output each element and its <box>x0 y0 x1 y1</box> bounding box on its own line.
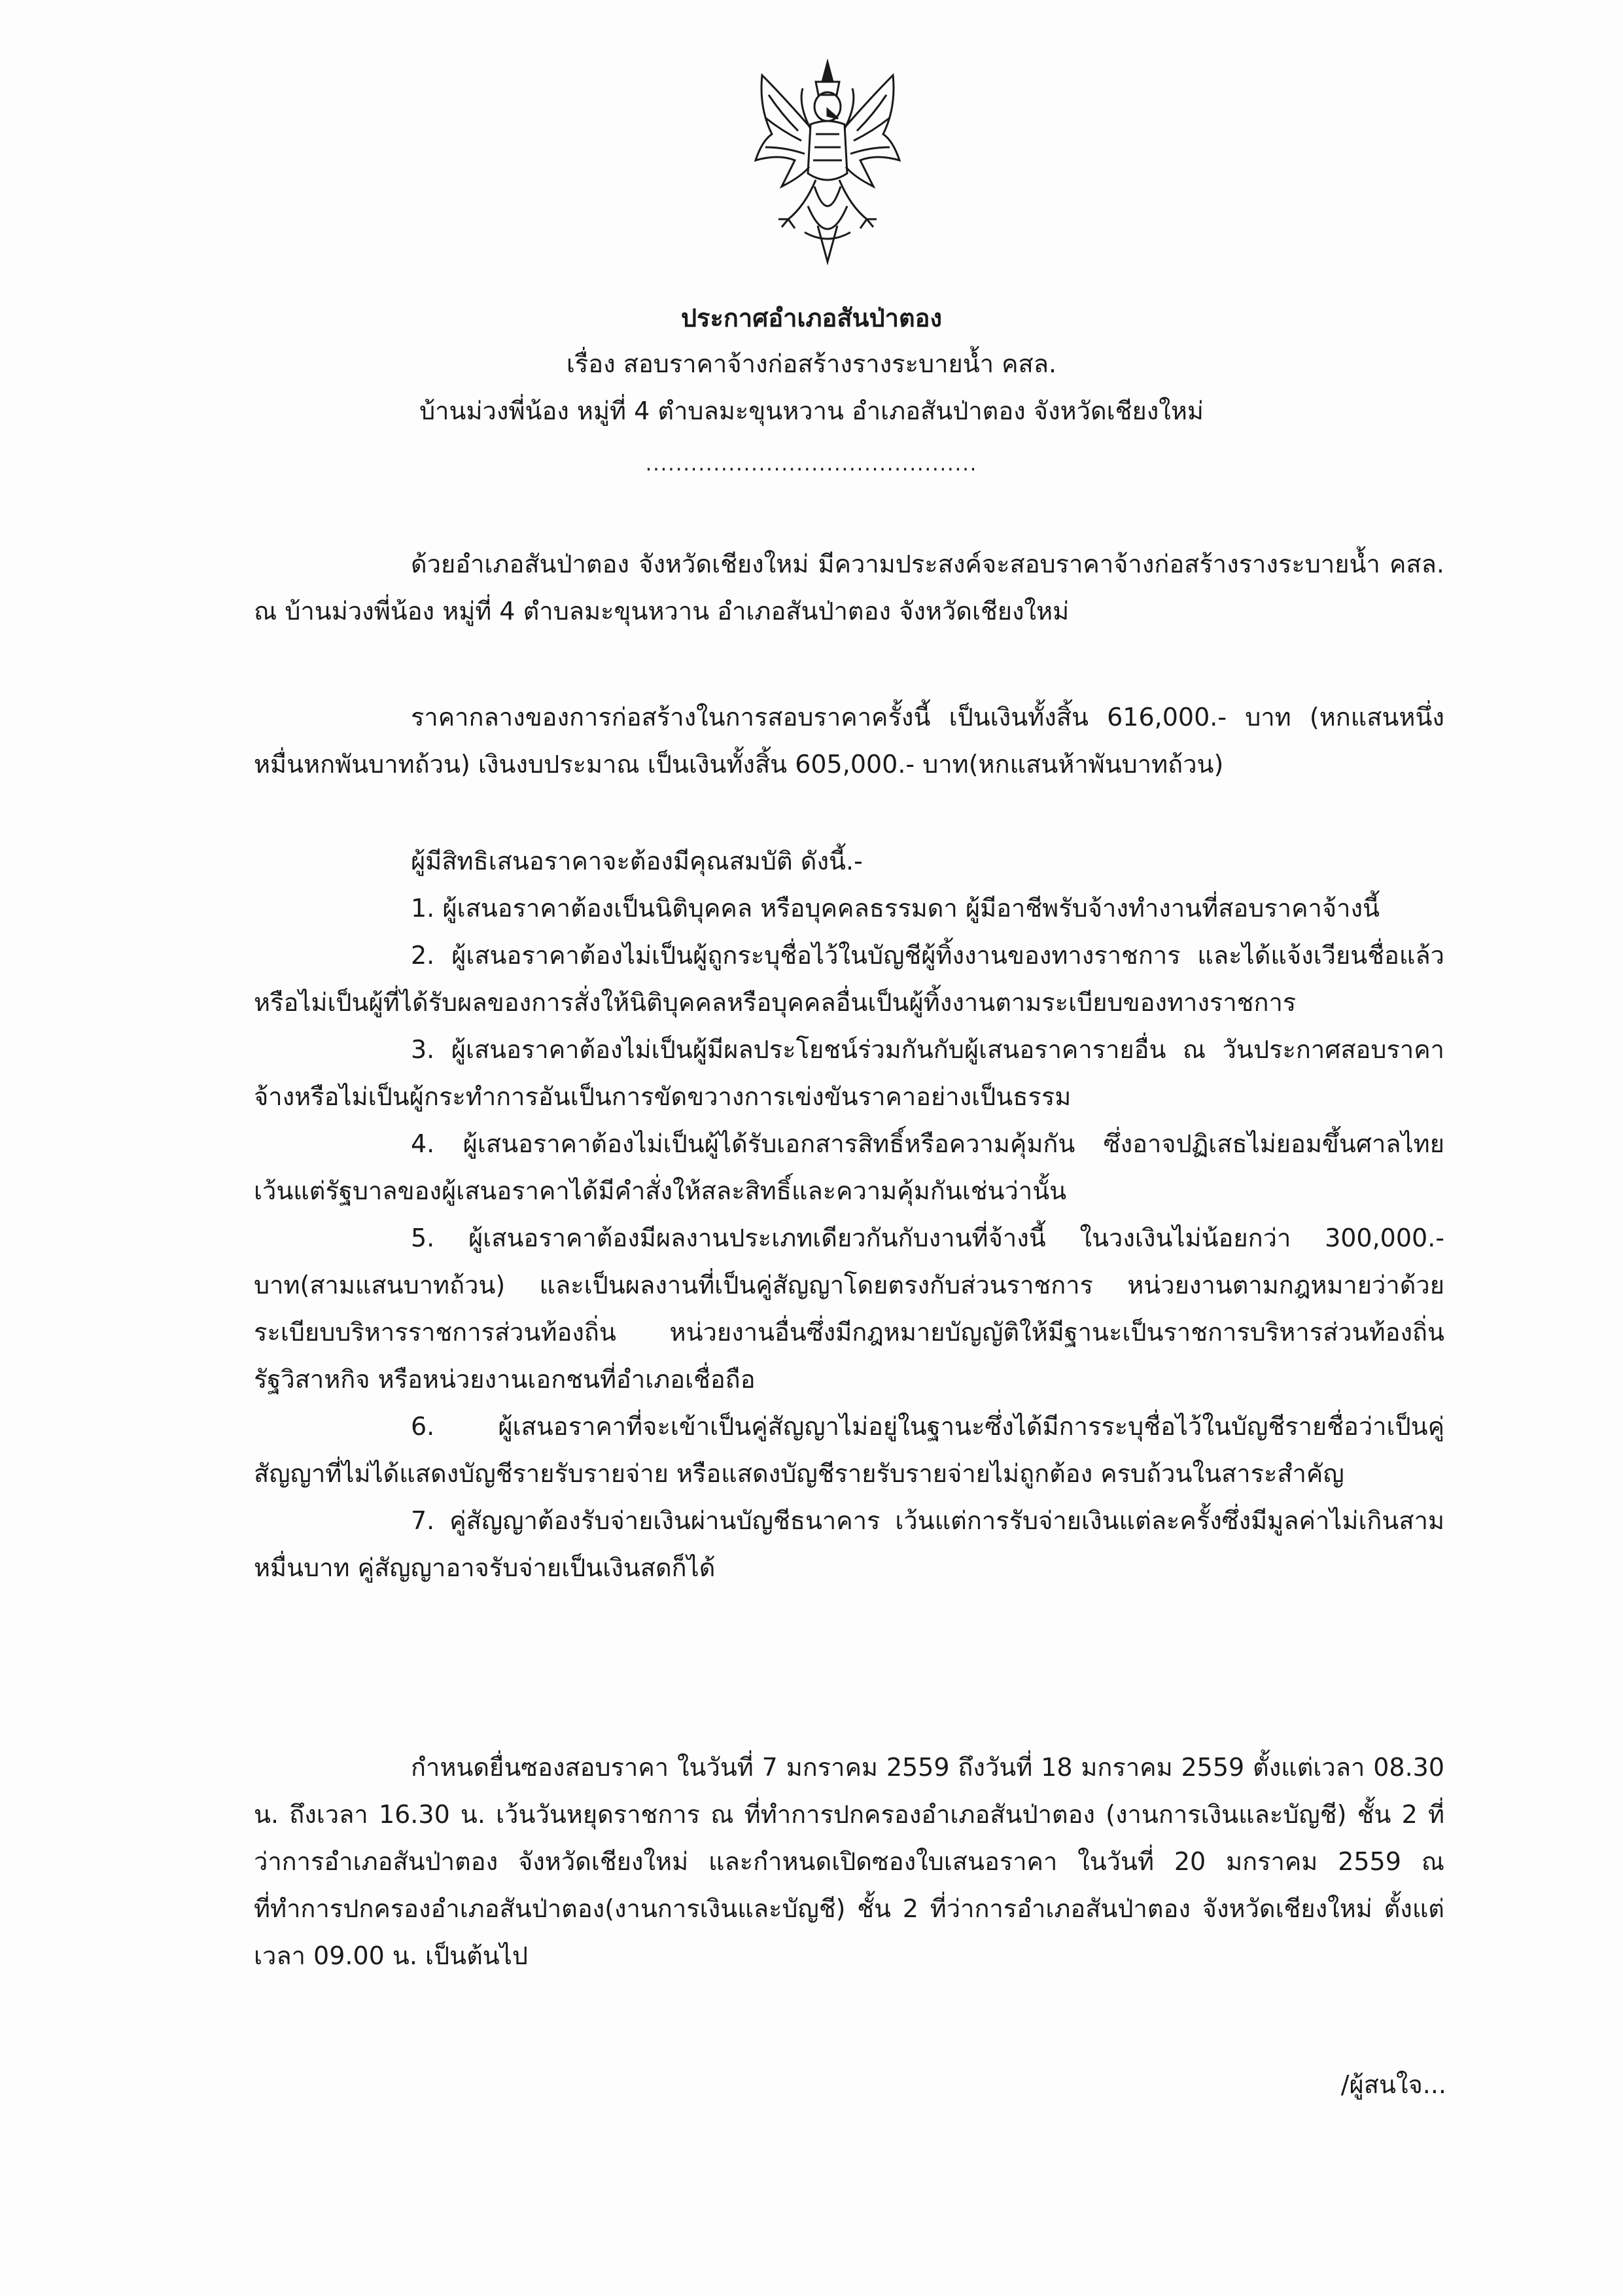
intro-paragraph: ด้วยอำเภอสันป่าตอง จังหวัดเชียงใหม่ มีความประสงค์จะสอบราคาจ้างก่อสร้างรางระบายน้ำ คสล. ณ บ้านม่วงพี่น้อง หมู่ที่ 4 ตำบลมะขุนหวาน อำเภอสันป่าตอง จังหวัดเชียงใหม่ <box>254 550 1444 626</box>
qualification-item: 3. ผู้เสนอราคาต้องไม่เป็นผู้มีผลประโยชน์ร่วมกันกับผู้เสนอราคารายอื่น ณ วันประกาศสอบราคาจ้างหรือไม่เป็นผู้กระทำการอันเป็นการขัดขวางการเข่งขันราคาอย่างเป็นธรรม <box>254 1035 1444 1111</box>
qualification-item: 6. ผู้เสนอราคาที่จะเข้าเป็นคู่สัญญาไม่อยู่ในฐานะซึ่งได้มีการระบุชื่อไว้ในบัญชีรายชื่อว่าเป็นคู่สัญญาที่ไม่ได้แสดงบัญชีรายรับรายจ่าย หรือแสดงบัญชีรายรับรายจ่ายไม่ถูกต้อง ครบถ้วนในสาระสำคัญ <box>254 1412 1444 1488</box>
qualification-item: 2. ผู้เสนอราคาต้องไม่เป็นผู้ถูกระบุชื่อไว้ในบัญชีผู้ทิ้งงานของทางราชการ และได้แจ้งเวียนชื่อแล้วหรือไม่เป็นผู้ที่ได้รับผลของการสั่งให้นิติบุคคลหรือบุคคลอื่นเป็นผู้ทิ้งงานตามระเบียบของทางราชการ <box>254 941 1444 1017</box>
qualifications-intro: ผู้มีสิทธิเสนอราคาจะต้องมีคุณสมบัติ ดังนี้.- <box>411 847 863 875</box>
qualification-item: 1. ผู้เสนอราคาต้องเป็นนิติบุคคล หรือบุคคลธรรมดา ผู้มีอาชีพรับจ้างทำงานที่สอบราคาจ้างนี้ <box>411 894 1380 923</box>
header-separator: ............................................ <box>645 453 978 476</box>
garuda-emblem-icon <box>742 56 913 272</box>
qualification-item: 5. ผู้เสนอราคาต้องมีผลงานประเภทเดียวกันกับงานที่จ้างนี้ ในวงเงินไม่น้อยกว่า 300,000.- บาท(สามแสนบาทถ้วน) และเป็นผลงานที่เป็นคู่สัญญาโดยตรงกับส่วนราชการ หน่วยงานตามกฎหมายว่าด้วยระเบียบบริหารราชการส่วนท้องถิ่น หน่วยงานอื่นซึ่งมีกฎหมายบัญญัติให้มีฐานะเป็นราชการบริหารส่วนท้องถิ่น รัฐวิสาหกิจ หรือหน่วยงานเอกชนที่อำเภอเชื่อถือ <box>254 1224 1444 1394</box>
document-subject: เรื่อง สอบราคาจ้างก่อสร้างรางระบายน้ำ คสล. <box>566 349 1057 378</box>
schedule-paragraph: กำหนดยื่นซองสอบราคา ในวันที่ 7 มกราคม 2559 ถึงวันที่ 18 มกราคม 2559 ตั้งแต่เวลา 08.30 น. ถึงเวลา 16.30 น. เว้นวันหยุดราชการ ณ ที่ทำการปกครองอำเภอสันป่าตอง (งานการเงินและบัญชี) ชั้น 2 ที่ว่าการอำเภอสันป่าตอง จังหวัดเชียงใหม่ และกำหนดเปิดซองใบเสนอราคา ในวันที่ 20 มกราคม 2559 ณ ที่ทำการปกครองอำเภอสันป่าตอง(งานการเงินและบัญชี) ชั้น 2 ที่ว่าการอำเภอสันป่าตอง จังหวัดเชียงใหม่ ตั้งแต่เวลา 09.00 น. เป็นต้นไป <box>254 1753 1444 1970</box>
continue-note: /ผู้สนใจ... <box>1340 2070 1446 2099</box>
price-paragraph: ราคากลางของการก่อสร้างในการสอบราคาครั้งนี้ เป็นเงินทั้งสิ้น 616,000.- บาท (หกแสนหนึ่งหมื่นหกพันบาทถ้วน) เงินงบประมาณ เป็นเงินทั้งสิ้น 605,000.- บาท(หกแสนห้าพันบาทถ้วน) <box>254 703 1444 779</box>
document-location: บ้านม่วงพี่น้อง หมู่ที่ 4 ตำบลมะขุนหวาน อำเภอสันป่าตอง จังหวัดเชียงใหม่ <box>419 397 1204 425</box>
document-title: ประกาศอำเภอสันป่าตอง <box>680 304 943 332</box>
qualifications-section <box>254 838 1444 1591</box>
qualification-item: 7. คู่สัญญาต้องรับจ่ายเงินผ่านบัญชีธนาคาร เว้นแต่การรับจ่ายเงินแต่ละครั้งซึ่งมีมูลค่าไม่เกินสามหมื่นบาท คู่สัญญาอาจรับจ่ายเป็นเงินสดก็ได้ <box>254 1506 1444 1582</box>
qualification-item: 4. ผู้เสนอราคาต้องไม่เป็นผู้ได้รับเอกสารสิทธิ์หรือความคุ้มกัน ซึ่งอาจปฏิเสธไม่ยอมขึ้นศาลไทย เว้นแต่รัฐบาลของผู้เสนอราคาได้มีคำสั่งให้สละสิทธิ์และความคุ้มกันเช่นว่านั้น <box>254 1129 1444 1205</box>
